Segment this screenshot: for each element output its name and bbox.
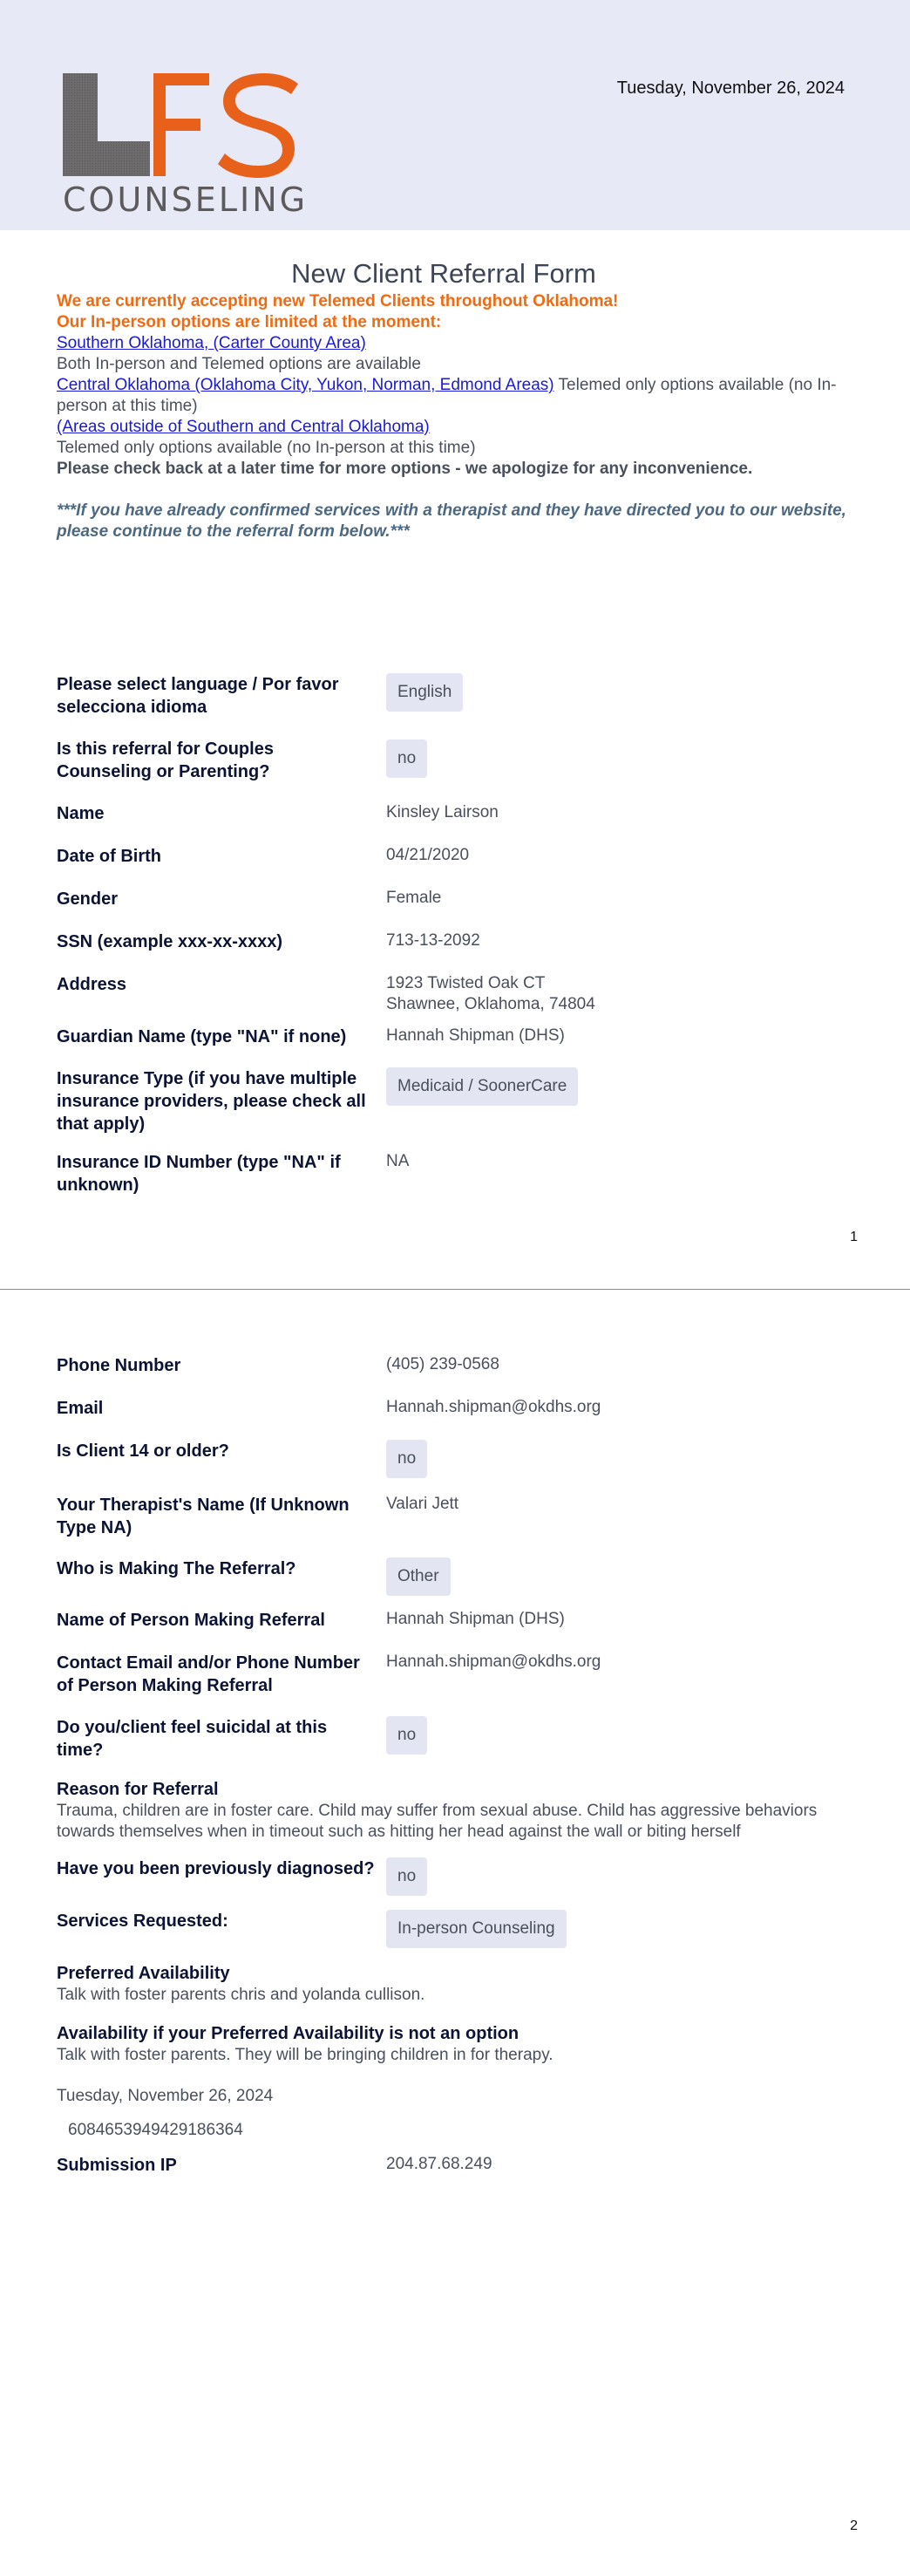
field-label: Name bbox=[57, 804, 105, 823]
submission-id: 6084653949429186364 bbox=[68, 2121, 243, 2139]
field-label: Have you been previously diagnosed? bbox=[57, 1859, 375, 1878]
guardian-value: Hannah Shipman (DHS) bbox=[386, 1026, 565, 1045]
field-alt-availability bbox=[57, 2022, 859, 2066]
field-label: Email bbox=[57, 1399, 104, 1418]
over-14-select[interactable]: no bbox=[386, 1440, 427, 1478]
field-label: Is Client 14 or older? bbox=[57, 1441, 229, 1461]
page-divider bbox=[0, 1289, 910, 1290]
field-availability bbox=[57, 1962, 859, 2006]
notice-section bbox=[57, 291, 854, 542]
field-label: Guardian Name (type "NA" if none) bbox=[57, 1027, 347, 1046]
phone-value: (405) 239-0568 bbox=[386, 1355, 499, 1373]
field-label: Insurance ID Number (type "NA" if unknown) bbox=[57, 1153, 341, 1195]
dob-value: 04/21/2020 bbox=[386, 846, 470, 864]
notice-confirmed-services: ***If you have already confirmed services with a therapist and they have directed you to our website, please continue to the referral form below.*** bbox=[57, 501, 846, 541]
submission-date: Tuesday, November 26, 2024 bbox=[57, 2087, 274, 2105]
language-select[interactable]: English bbox=[386, 673, 463, 712]
page-number: 2 bbox=[850, 2518, 858, 2533]
insurance-type-select[interactable]: Medicaid / SoonerCare bbox=[386, 1067, 578, 1106]
alt-availability-value: Talk with foster parents. They will be bringing children in for therapy. bbox=[57, 2046, 553, 2064]
logo-subtext: COUNSELING bbox=[63, 181, 309, 213]
field-label: Date of Birth bbox=[57, 847, 161, 866]
field-label: Who is Making The Referral? bbox=[57, 1559, 296, 1578]
notice-line-telemed-only: Telemed only options available (no In-person at this time) bbox=[57, 439, 476, 457]
therapist-value: Valari Jett bbox=[386, 1495, 459, 1513]
submission-ip-value: 204.87.68.249 bbox=[386, 2155, 492, 2173]
field-label: Do you/client feel suicidal at this time? bbox=[57, 1718, 328, 1760]
notice-line-central: Telemed only options available (no In-person at this time) bbox=[57, 376, 837, 415]
couples-select[interactable]: no bbox=[386, 739, 427, 778]
field-label: Please select language / Por favor selecciona idioma bbox=[57, 675, 339, 717]
notice-line-check-back: Please check back at a later time for more options - we apologize for any inconvenience. bbox=[57, 460, 753, 478]
field-label: Insurance Type (if you have multiple insurance providers, please check all that apply) bbox=[57, 1069, 366, 1134]
referrer-select[interactable]: Other bbox=[386, 1557, 451, 1596]
referrer-contact-value: Hannah.shipman@okdhs.org bbox=[386, 1653, 601, 1671]
notice-line-telemed: We are currently accepting new Telemed Clients throughout Oklahoma! bbox=[57, 292, 619, 310]
link-central-oklahoma[interactable]: Central Oklahoma (Oklahoma City, Yukon, Norman, Edmond Areas) bbox=[57, 376, 554, 394]
page-header bbox=[0, 0, 910, 230]
field-label: Gender bbox=[57, 889, 119, 909]
field-label: Your Therapist's Name (If Unknown Type NA) bbox=[57, 1496, 350, 1537]
link-outside-areas[interactable]: (Areas outside of Southern and Central Oklahoma) bbox=[57, 418, 430, 436]
field-label: Is this referral for Couples Counseling or Parenting? bbox=[57, 739, 274, 781]
availability-value: Talk with foster parents chris and yolanda cullison. bbox=[57, 1986, 425, 2004]
field-label: Address bbox=[57, 975, 127, 994]
field-reason bbox=[57, 1778, 859, 1843]
insurance-id-value: NA bbox=[386, 1152, 410, 1170]
field-label: Phone Number bbox=[57, 1356, 181, 1375]
suicidal-select[interactable]: no bbox=[386, 1716, 427, 1755]
notice-line-both: Both In-person and Telemed options are available bbox=[57, 355, 421, 373]
field-label: Availability if your Preferred Availability is not an option bbox=[57, 2024, 520, 2043]
field-label: Services Requested: bbox=[57, 1912, 228, 1931]
field-label: Reason for Referral bbox=[57, 1780, 219, 1799]
header-date: Tuesday, November 26, 2024 bbox=[616, 78, 845, 98]
address-line-2: Shawnee, Oklahoma, 74804 bbox=[386, 995, 595, 1013]
referrer-name-value: Hannah Shipman (DHS) bbox=[386, 1610, 565, 1628]
reason-value: Trauma, children are in foster care. Child may suffer from sexual abuse. Child has aggressive behaviors towards themselves when in timeout such as hitting her head against the wall or biting herself bbox=[57, 1802, 818, 1841]
field-label: Contact Email and/or Phone Number of Person Making Referral bbox=[57, 1653, 360, 1695]
field-label: Name of Person Making Referral bbox=[57, 1611, 325, 1630]
services-select[interactable]: In-person Counseling bbox=[386, 1910, 567, 1948]
form-title: New Client Referral Form bbox=[291, 258, 596, 289]
field-label: SSN (example xxx-xx-xxxx) bbox=[57, 932, 283, 951]
page-number: 1 bbox=[850, 1230, 858, 1244]
link-southern-oklahoma[interactable]: Southern Oklahoma, (Carter County Area) bbox=[57, 334, 366, 352]
diagnosed-select[interactable]: no bbox=[386, 1857, 427, 1896]
field-label: Submission IP bbox=[57, 2156, 177, 2175]
name-value: Kinsley Lairson bbox=[386, 803, 499, 821]
notice-line-inperson: Our In-person options are limited at the moment: bbox=[57, 313, 442, 331]
lfs-counseling-logo bbox=[63, 73, 324, 213]
address-value bbox=[386, 973, 595, 1015]
field-label: Preferred Availability bbox=[57, 1964, 230, 1983]
ssn-value: 713-13-2092 bbox=[386, 931, 480, 950]
email-value: Hannah.shipman@okdhs.org bbox=[386, 1398, 601, 1416]
gender-value: Female bbox=[386, 889, 442, 907]
address-line-1: 1923 Twisted Oak CT bbox=[386, 974, 546, 992]
